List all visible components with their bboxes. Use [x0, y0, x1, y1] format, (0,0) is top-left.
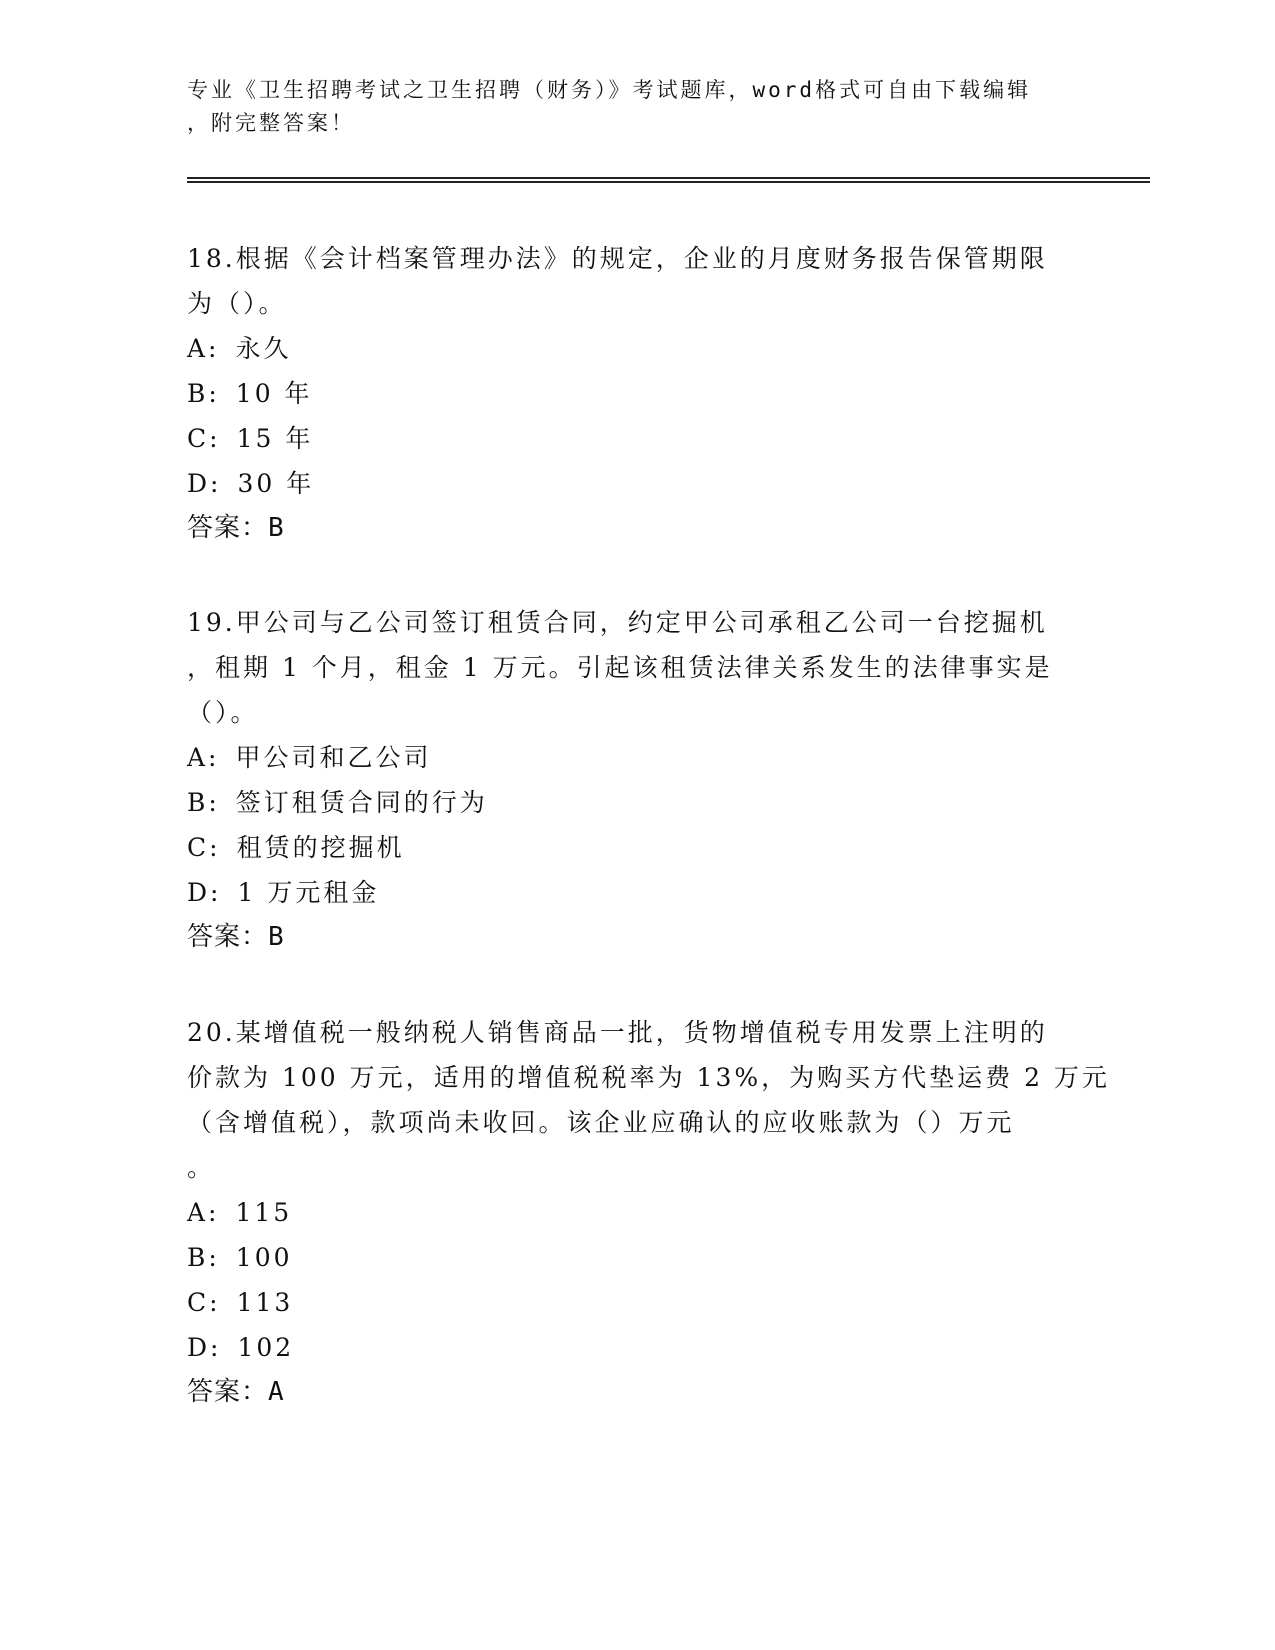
option-text: 115 [235, 1198, 293, 1227]
option-text: 租赁的挖掘机 [236, 833, 405, 862]
option-d [187, 1325, 1087, 1370]
question-text-line: 为（）。 [187, 289, 287, 318]
answer-line: 答案：A [187, 1377, 285, 1407]
option-text: 1 万元租金 [237, 878, 380, 907]
question-text-line: （含增值税），款项尚未收回。该企业应确认的应收账款为（）万元 [187, 1108, 1015, 1137]
option-b [187, 1235, 1087, 1280]
option-letter: D: [187, 878, 222, 907]
header-divider [187, 177, 1150, 183]
option-letter: C: [187, 1288, 221, 1317]
option-letter: A: [187, 743, 220, 772]
option-text: 永久 [235, 334, 292, 363]
answer-line: 答案：B [187, 513, 285, 543]
option-text: 100 [235, 1243, 293, 1272]
option-c [187, 416, 1087, 461]
option-text: 15 年 [236, 424, 314, 453]
option-letter: D: [187, 1333, 222, 1362]
option-c [187, 1280, 1087, 1325]
question-20 [187, 1010, 1110, 1415]
option-b [187, 371, 1087, 416]
question-text-line: 18.根据《会计档案管理办法》的规定，企业的月度财务报告保管期限 [187, 244, 1048, 273]
option-text: 113 [236, 1288, 294, 1317]
question-18 [187, 236, 1087, 551]
question-text-line: 。 [187, 1153, 216, 1182]
question-text-line: 价款为 100 万元，适用的增值税税率为 13%，为购买方代垫运费 2 万元 [187, 1063, 1110, 1092]
option-text: 102 [237, 1333, 295, 1362]
option-b [187, 780, 1087, 825]
document-header [187, 74, 1087, 140]
option-text: 30 年 [237, 469, 315, 498]
option-a [187, 1190, 1087, 1235]
question-text-line: （）。 [187, 698, 259, 727]
question-text-line: 19.甲公司与乙公司签订租赁合同，约定甲公司承租乙公司一台挖掘机 [187, 608, 1048, 637]
option-letter: D: [187, 469, 222, 498]
option-letter: B: [187, 1243, 220, 1272]
option-text: 签订租赁合同的行为 [235, 788, 488, 817]
option-letter: C: [187, 833, 221, 862]
header-line-1: 专业《卫生招聘考试之卫生招聘（财务）》考试题库，word格式可自由下载编辑 [187, 78, 1032, 102]
answer-line: 答案：B [187, 922, 285, 952]
question-text-line: ，租期 1 个月，租金 1 万元。引起该租赁法律关系发生的法律事实是 [187, 653, 1053, 682]
option-letter: B: [187, 379, 220, 408]
option-c [187, 825, 1087, 870]
question-text-line: 20.某增值税一般纳税人销售商品一批，货物增值税专用发票上注明的 [187, 1018, 1048, 1047]
option-d [187, 870, 1087, 915]
option-text: 10 年 [235, 379, 313, 408]
option-d [187, 461, 1087, 506]
option-letter: A: [187, 1198, 220, 1227]
option-a [187, 735, 1087, 780]
option-a [187, 326, 1087, 371]
option-letter: B: [187, 788, 220, 817]
option-letter: A: [187, 334, 220, 363]
option-letter: C: [187, 424, 221, 453]
option-text: 甲公司和乙公司 [235, 743, 432, 772]
header-line-2: ，附完整答案！ [187, 111, 355, 135]
question-19 [187, 600, 1087, 960]
